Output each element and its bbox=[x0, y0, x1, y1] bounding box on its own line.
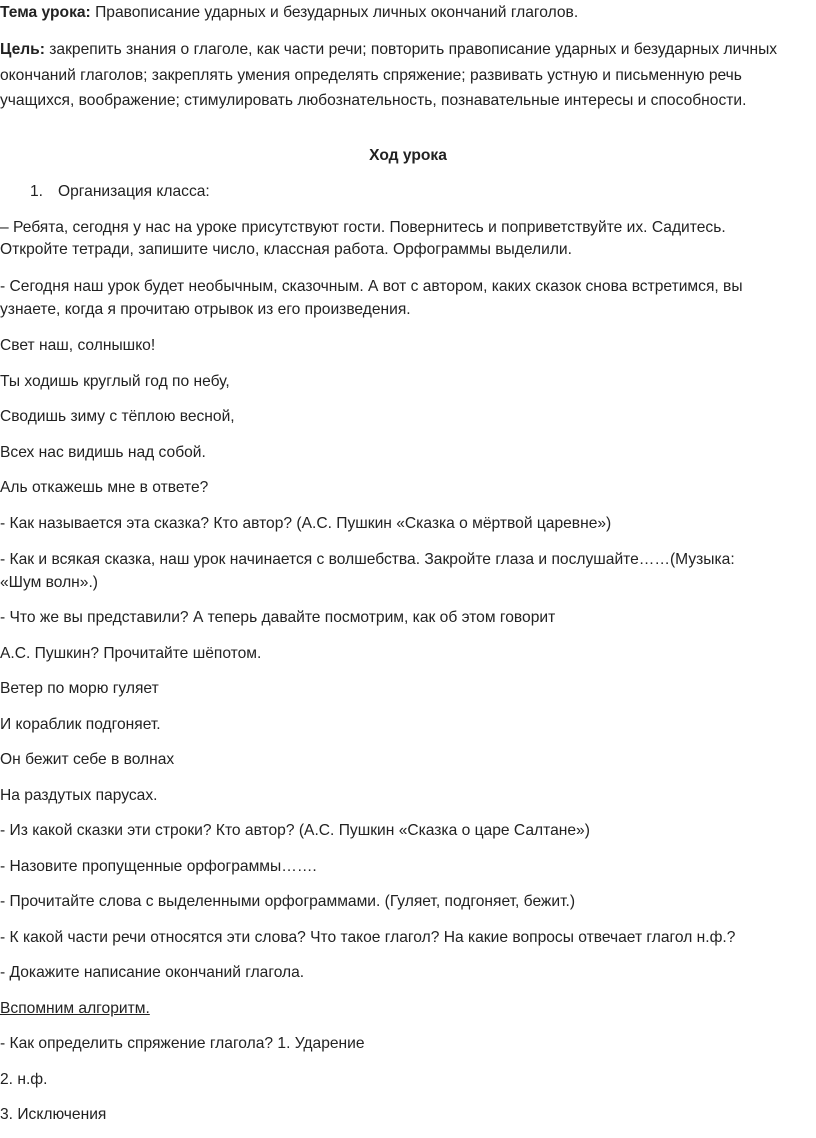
list-step: 3. Исключения bbox=[0, 1106, 107, 1123]
paragraph-line: Откройте тетради, запишите число, классная работа. Орфограммы выделили. bbox=[0, 241, 572, 258]
poem-line: На раздутых парусах. bbox=[0, 787, 158, 804]
lesson-heading: Ход урока bbox=[369, 147, 447, 164]
lesson-topic bbox=[0, 3, 578, 23]
list-text: Организация класса: bbox=[58, 183, 210, 200]
poem-line: Сводишь зиму с тёплою весной, bbox=[0, 408, 235, 425]
poem-line: Он бежит себе в волнах bbox=[0, 751, 175, 768]
topic-label: Тема урока: bbox=[0, 4, 91, 21]
paragraph-line: - Как определить спряжение глагола? 1. Ударение bbox=[0, 1035, 365, 1052]
paragraph-line: - Как и всякая сказка, наш урок начинается с волшебства. Закройте глаза и послушайте……(Музыка: bbox=[0, 551, 735, 568]
paragraph-line: - Как называется эта сказка? Кто автор? (А.С. Пушкин «Сказка о мёртвой царевне») bbox=[0, 515, 612, 532]
poem-line: Ты ходишь круглый год по небу, bbox=[0, 373, 230, 390]
paragraph-line: - К какой части речи относятся эти слова? Что такое глагол? На какие вопросы отвечает глагол н.ф.? bbox=[0, 929, 736, 946]
poem-line: Всех нас видишь над собой. bbox=[0, 444, 206, 461]
poem-line: Аль откажешь мне в ответе? bbox=[0, 479, 209, 496]
goal-text: закрепить знания о глаголе, как части речи; повторить правописание ударных и безударных личных окончаний глаголов; закреплять умения определять спряжение; развивать устную и письменную речь учащихся, воображение; стимулировать любознательность, познавательные интересы и способности. bbox=[0, 41, 778, 109]
paragraph-line: - Прочитайте слова с выделенными орфограммами. (Гуляет, подгоняет, бежит.) bbox=[0, 893, 576, 910]
paragraph-line: - Сегодня наш урок будет необычным, сказочным. А вот с автором, каких сказок снова встретимся, вы bbox=[0, 278, 743, 295]
paragraph-line: - Назовите пропущенные орфограммы……. bbox=[0, 858, 317, 875]
paragraph-line: – Ребята, сегодня у нас на уроке присутствуют гости. Повернитесь и поприветствуйте их. Садитесь. bbox=[0, 219, 726, 236]
paragraph-line: А.С. Пушкин? Прочитайте шёпотом. bbox=[0, 645, 262, 662]
paragraph-line: «Шум волн».) bbox=[0, 574, 98, 591]
list-number: 1. bbox=[30, 183, 44, 200]
poem-line: И кораблик подгоняет. bbox=[0, 716, 161, 733]
list-item bbox=[30, 182, 210, 202]
topic-text: Правописание ударных и безударных личных окончаний глаголов. bbox=[90, 4, 579, 21]
poem-line: Ветер по морю гуляет bbox=[0, 680, 159, 697]
poem-line: Свет наш, солнышко! bbox=[0, 337, 156, 354]
paragraph-line: - Из какой сказки эти строки? Кто автор? (А.С. Пушкин «Сказка о царе Салтане») bbox=[0, 822, 590, 839]
list-step: 2. н.ф. bbox=[0, 1071, 48, 1088]
paragraph-line: узнаете, когда я прочитаю отрывок из его произведения. bbox=[0, 301, 411, 318]
paragraph-line: - Что же вы представили? А теперь давайте посмотрим, как об этом говорит bbox=[0, 609, 556, 626]
lesson-goal bbox=[0, 37, 800, 114]
algorithm-heading: Вспомним алгоритм. bbox=[0, 1000, 150, 1017]
goal-label: Цель: bbox=[0, 41, 45, 58]
paragraph-line: - Докажите написание окончаний глагола. bbox=[0, 964, 305, 981]
